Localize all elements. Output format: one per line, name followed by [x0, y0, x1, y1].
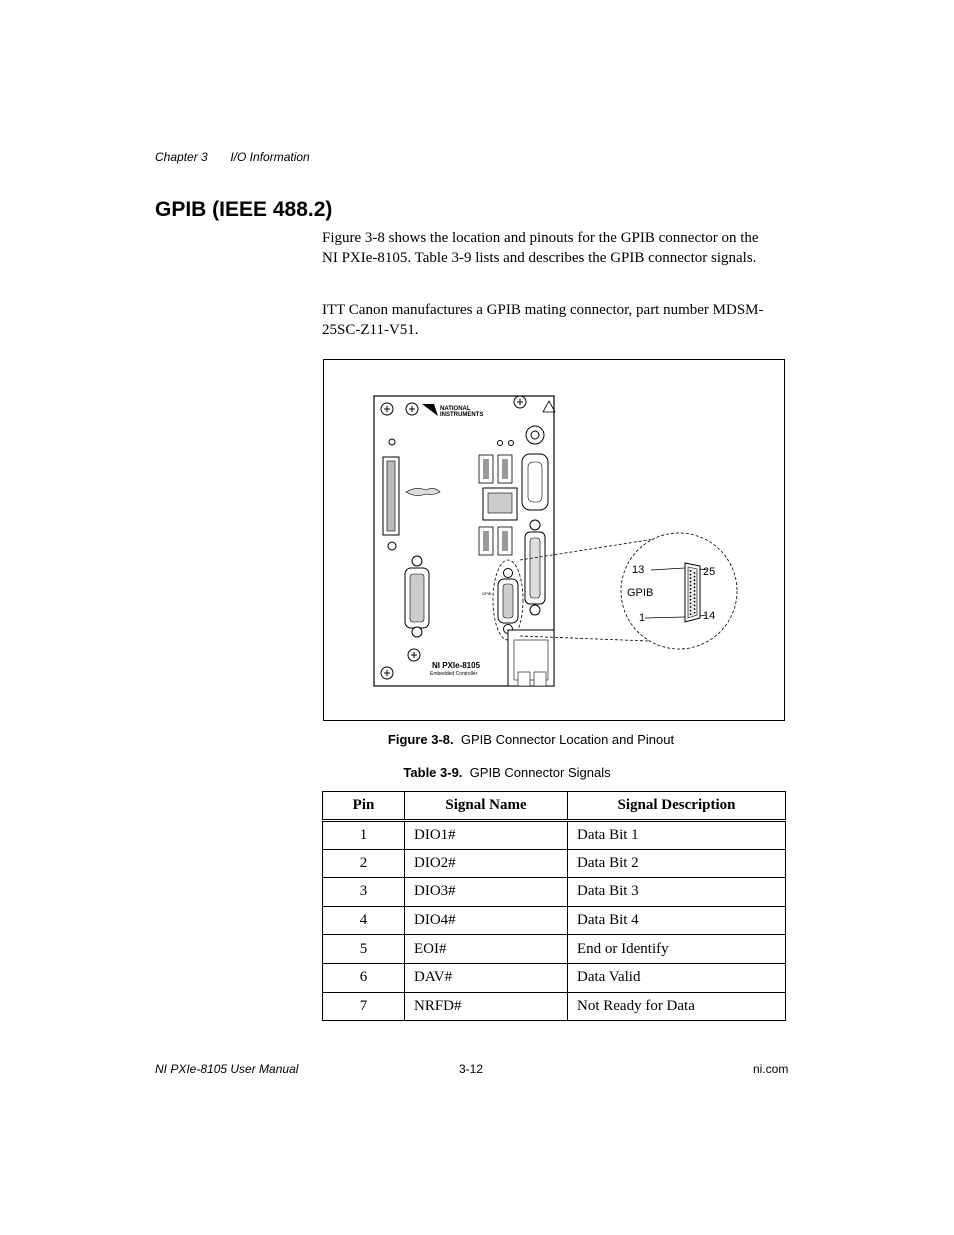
- cell-signal-name: DIO3#: [405, 878, 568, 907]
- pin-dot: [690, 574, 692, 576]
- figure-caption-text: GPIB Connector Location and Pinout: [460, 732, 675, 747]
- header-signal-name: Signal Name: [405, 792, 568, 821]
- footer-website: ni.com: [753, 1062, 789, 1076]
- pin-dot: [690, 585, 692, 587]
- pin-dot: [690, 577, 692, 579]
- pin-dot: [690, 588, 692, 590]
- screw-icon: [504, 569, 513, 578]
- led-icon: [509, 441, 514, 446]
- trig-connector: [526, 426, 544, 444]
- cell-signal-name: DIO4#: [405, 906, 568, 935]
- pin-dot: [690, 599, 692, 601]
- pin-dot: [694, 601, 696, 603]
- cell-pin: 4: [323, 906, 405, 935]
- pin-dot: [694, 597, 696, 599]
- table-row: [323, 963, 786, 992]
- table-header-row: [323, 792, 786, 821]
- pin-dot: [690, 606, 692, 608]
- running-header: [155, 150, 310, 164]
- pin-dot: [694, 576, 696, 578]
- cell-pin: 3: [323, 878, 405, 907]
- pin-dot: [694, 590, 696, 592]
- cell-signal-description: Data Bit 2: [568, 849, 786, 878]
- gpib-zoom-label: GPIB: [627, 587, 654, 599]
- serial-connector-inner: [528, 462, 542, 502]
- pin-dot: [690, 592, 692, 594]
- pin-dot: [694, 612, 696, 614]
- pin-dot: [694, 608, 696, 610]
- cell-signal-name: DIO1#: [405, 821, 568, 850]
- pin-14-label: 14: [703, 610, 716, 622]
- pin-dot: [694, 572, 696, 574]
- chapter-label: Chapter 3: [155, 150, 208, 164]
- parallel-connector-inner: [530, 538, 540, 598]
- pin-dot: [694, 583, 696, 585]
- pin-dot: [690, 595, 692, 597]
- chapter-title: I/O Information: [230, 150, 310, 164]
- paragraph-mating-connector: ITT Canon manufactures a GPIB mating connector, part number MDSM-25SC-Z11-V51.: [322, 302, 764, 338]
- pin-dot: [690, 581, 692, 583]
- table-row: [323, 878, 786, 907]
- pin-dot: [694, 579, 696, 581]
- cell-signal-name: DAV#: [405, 963, 568, 992]
- pin-dot: [690, 610, 692, 612]
- header-signal-description: Signal Description: [568, 792, 786, 821]
- cell-signal-description: Data Bit 4: [568, 906, 786, 935]
- led-icon: [498, 441, 503, 446]
- led-icon: [388, 542, 396, 550]
- cell-signal-name: NRFD#: [405, 992, 568, 1021]
- table-row: [323, 992, 786, 1021]
- footer-page-number: 3-12: [459, 1062, 484, 1076]
- footer-manual-title: NI PXIe-8105 User Manual: [155, 1062, 299, 1076]
- pin-dot: [694, 605, 696, 607]
- expresscard-slot-inner: [387, 461, 395, 531]
- screw-icon: [530, 605, 540, 615]
- pin-13-label: 13: [632, 564, 645, 576]
- cell-signal-description: End or Identify: [568, 935, 786, 964]
- dvi-connector-inner: [410, 574, 424, 622]
- paragraph-intro: Figure 3-8 shows the location and pinouts for the GPIB connector on the NI PXIe-8105. Table 3-9 lists and describes the GPIB connector signals.: [322, 230, 759, 266]
- table-row: [323, 906, 786, 935]
- header-pin: Pin: [323, 792, 405, 821]
- cell-pin: 1: [323, 821, 405, 850]
- figure-gpib-connector: [323, 359, 785, 721]
- table-caption-number: Table 3-9.: [403, 765, 463, 780]
- gpib-signals-table: [322, 791, 786, 1021]
- figure-caption-number: Figure 3-8.: [387, 732, 454, 747]
- cell-signal-description: Data Bit 1: [568, 821, 786, 850]
- model-label: NI PXIe-8105: [432, 661, 481, 670]
- cell-pin: 7: [323, 992, 405, 1021]
- cell-signal-description: Not Ready for Data: [568, 992, 786, 1021]
- ethernet-port-inner: [488, 493, 512, 513]
- table-caption-text: GPIB Connector Signals: [469, 765, 611, 780]
- cell-signal-description: Data Bit 3: [568, 878, 786, 907]
- pin-dot: [690, 603, 692, 605]
- figure-caption: [54, 732, 954, 747]
- cell-pin: 5: [323, 935, 405, 964]
- table-row: [323, 935, 786, 964]
- model-sublabel: Embedded Controller: [430, 671, 478, 677]
- table-caption: [30, 765, 954, 780]
- cell-signal-description: Data Valid: [568, 963, 786, 992]
- controller-illustration: [324, 360, 786, 722]
- gpib-small-label: GPIB: [482, 591, 492, 596]
- section-title: GPIB (IEEE 488.2): [155, 198, 333, 221]
- cell-signal-name: EOI#: [405, 935, 568, 964]
- pin-dot: [694, 594, 696, 596]
- gpib-panel-connector-inner: [503, 584, 513, 618]
- led-icon: [389, 439, 395, 445]
- pin-1-label: 1: [639, 612, 646, 624]
- screw-icon: [530, 520, 540, 530]
- brand-text: NATIONAL INSTRUMENTS: [440, 406, 484, 418]
- pin-dot: [690, 613, 692, 615]
- table-row: [323, 849, 786, 878]
- table-row: [323, 821, 786, 850]
- cell-pin: 6: [323, 963, 405, 992]
- cell-pin: 2: [323, 849, 405, 878]
- screw-icon: [412, 556, 422, 566]
- pin-25-label: 25: [703, 566, 716, 578]
- pin-dot: [694, 587, 696, 589]
- pin-dot: [690, 570, 692, 572]
- cell-signal-name: DIO2#: [405, 849, 568, 878]
- screw-icon: [412, 627, 422, 637]
